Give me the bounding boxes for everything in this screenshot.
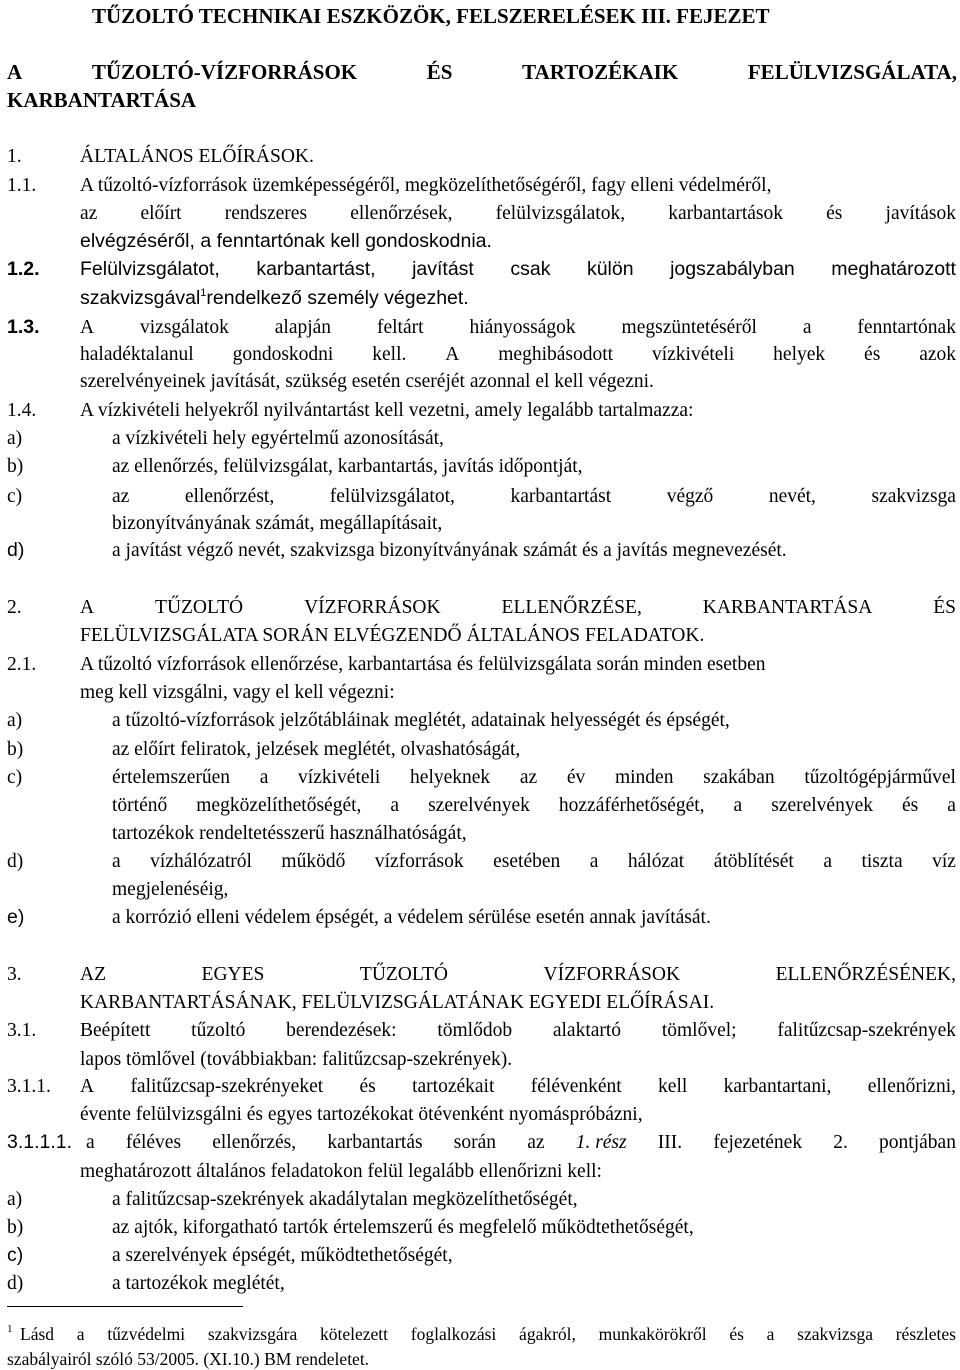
word: és [359,1076,376,1097]
list-1-4-label-c: c) [7,486,23,507]
word: szakvizsgára [207,1324,298,1344]
word: felülvizsgálatok, [495,203,626,224]
footnote-line1 [20,1326,956,1344]
word: vízkivételi [298,767,381,788]
word: a [589,851,599,872]
word: A [80,597,95,618]
word: a [112,851,121,872]
word: ellenőrizni, [867,1076,956,1097]
list-2-1-item-e: a korrózió elleni védelem épségét, a védelem sérülése esetén annak javítását. [112,907,711,928]
word: szakában [703,767,775,788]
word: feltárt [376,317,424,338]
word: 2. [833,1132,848,1153]
word: hiányosságok [469,317,576,338]
word: külön [586,258,634,280]
para-3-1-line2: lapos tömlővel (továbbiakban: falitűzcsap-szekrények). [80,1049,513,1070]
word: ágakról, [519,1324,576,1344]
word: az [80,203,98,224]
word: felülvizsgálatot, [329,486,455,507]
word: a [802,317,812,338]
para-3-1-1-1-number: 3.1.1.1. [7,1131,73,1153]
word: III. [657,1132,683,1153]
list-1-4-item-d: a javítást végző nevét, szakvizsga bizonyítványának számát és a javítás megnevezését. [112,540,787,561]
section-1-number: 1. [7,146,22,167]
list-3-label-c: c) [7,1244,24,1266]
word: a [390,795,400,816]
word: kötelezett [319,1324,389,1344]
word: tűzvédelmi [107,1324,186,1344]
para-1-4-number: 1.4. [7,400,37,421]
para-1-1-line1: A tűzoltó-vízforrások üzemképességéről, megközelíthetőségéről, fagy elleni védelméről, [80,175,772,196]
word: ÉS [933,597,956,618]
word: részletes [895,1324,956,1344]
word: a [86,1132,95,1153]
list-2-1-label-a: a) [7,710,23,731]
para-1-2-number: 1.2. [7,258,40,280]
word: előírt [140,203,182,224]
word: foglalkozási [410,1324,497,1344]
section-3-number: 3. [7,964,22,985]
list-3-label-d: d) [7,1273,24,1294]
word: TŰZOLTÓ [359,964,449,985]
word: a [733,795,743,816]
word: 1. rész [575,1132,627,1153]
word: során [453,1132,497,1153]
word: falitűzcsap-szekrényeket [130,1076,324,1097]
word: EGYES [201,964,265,985]
word: vízforrások [374,851,464,872]
word: a [947,795,956,816]
word: TŰZOLTÓ-VÍZFORRÁSOK [91,60,358,84]
word: szakvizsga [797,1324,873,1344]
footnote-reference-1[interactable]: 1 [200,287,207,299]
section-2-title-line2: FELÜLVIZSGÁLATA SORÁN ELVÉGZENDŐ ÁLTALÁNOS FELADATOK. [80,625,705,646]
word: tűzoltógépjárművel [804,767,956,788]
word: munkakörökről [598,1324,707,1344]
word: minden [614,767,674,788]
word: végző [666,486,714,507]
word: A [80,317,95,338]
list-2-1-item-d-line1 [112,852,956,872]
para-3-1-1-line2: évente felülvizsgálni és egyes tartozékokat ötévenként nyomáspróbázni, [80,1104,643,1125]
word: és [902,795,919,816]
list-2-1-item-a: a tűzoltó-vízforrások jelzőtábláinak meglétét, adatainak helyességét és épségét, [112,710,730,731]
list-2-1-label-c: c) [7,767,23,788]
word: és [864,344,881,365]
word: tömlődob [437,1020,513,1041]
word: karbantartást, [256,258,376,280]
word: jogszabályban [670,258,795,280]
list-2-1-label-d: d) [7,851,24,872]
word: vizsgálatok [140,317,229,338]
word: A [445,344,460,365]
word: a [76,1324,85,1344]
list-1-4-label-b: b) [7,456,24,477]
word: szakvizsga [871,486,956,507]
list-1-4-label-d: d) [7,539,25,561]
word: az [519,767,538,788]
word: karbantartás [327,1132,423,1153]
word: az [527,1132,545,1153]
word: berendezések: [286,1020,397,1041]
word: pontjában [879,1132,956,1153]
word: csak [510,258,551,280]
word: és [826,203,843,224]
list-3-item-d: a tartozékok meglétét, [112,1273,285,1294]
list-1-4-label-a: a) [7,428,23,449]
word: meghatározott [831,258,956,280]
word: KARBANTARTÁSA [702,597,873,618]
list-1-4-item-a: a vízkivételi hely egyértelmű azonosítását, [112,428,444,449]
word: ÉS [426,60,453,84]
word: féléves [125,1132,182,1153]
word: a [766,1324,775,1344]
footnote-separator [7,1306,243,1307]
section-1-title: ÁLTALÁNOS ELŐÍRÁSOK. [80,146,314,167]
footnote-marker [7,1323,13,1344]
word: meghibásodott [498,344,614,365]
footnote-line2: szabályairól szóló 53/2005. (XI.10.) BM rendeletet. [7,1349,370,1369]
word: szerelvények [771,795,873,816]
para-1-3-line2 [80,345,956,365]
para-1-2-text-after: rendelkező személy végezhet. [206,287,469,309]
word: megszüntetéséről [621,317,757,338]
word: a [259,767,269,788]
word: szerelvények [428,795,530,816]
word: kell. [372,344,407,365]
para-1-1-line3: elvégzéséről, a fenntartónak kell gondoskodnia. [80,230,492,252]
word: VÍZFORRÁSOK [304,597,441,618]
word: tartozékait [412,1076,495,1097]
word: hozzáférhetőségét, [558,795,705,816]
footnote-mark: 1 [7,1323,13,1335]
word: esetében [493,851,561,872]
list-2-1-item-d-line2: megjelenéséig, [112,879,229,900]
word: karbantartani, [723,1076,832,1097]
word: Felülvizsgálatot, [80,258,220,280]
word: alaktartó [552,1020,622,1041]
word: fejezetének [713,1132,803,1153]
para-1-1-number: 1.1. [7,175,37,196]
word: ellenőrzés, [212,1132,297,1153]
para-1-4-line1: A vízkivételi helyekről nyilvántartást kell vezetni, amely legalább tartalmazza: [80,400,694,421]
word: ELLENŐRZÉSÉNEK, [775,964,956,985]
word: TŰZOLTÓ [155,597,244,618]
section-2-title-line1 [80,598,956,618]
word: Beépített [80,1020,151,1041]
list-3-item-b: az ajtók, kiforgatható tartók értelemszerű és megfelelő működtethetőségét, [112,1217,694,1238]
word: és [729,1324,744,1344]
para-1-3-line3: szerelvényeinek javítását, szükség esetén cseréjét azonnal el kell végezni. [80,371,654,392]
word: VÍZFORRÁSOK [543,964,681,985]
para-1-2-line1 [80,260,956,280]
word: kell [658,1076,688,1097]
word: ellenőrzést, [184,486,275,507]
word: A [7,60,23,84]
section-3-title-line1 [80,965,956,985]
word: a [823,851,832,872]
para-1-3-number: 1.3. [7,316,40,338]
word: haladéktalanul [80,344,194,365]
para-3-1-number: 3.1. [7,1020,37,1041]
word: vízhálózatról [150,851,252,872]
word: javítást [412,258,474,280]
word: Lásd [20,1324,55,1344]
word: TARTOZÉKAIK [522,60,679,84]
document-subtitle-line1 [7,62,957,83]
list-2-1-label-b: b) [7,739,24,760]
section-3-title-line2: KARBANTARTÁSÁNAK, FELÜLVIZSGÁLATÁNAK EGYEDI ELŐÍRÁSAI. [80,992,715,1013]
word: tiszta [861,851,903,872]
word: fenntartónak [857,317,956,338]
list-1-4-item-b: az ellenőrzés, felülvizsgálat, karbantartás, javítás időpontját, [112,456,583,477]
word: víz [932,851,956,872]
para-2-1-line1: A tűzoltó vízforrások ellenőrzése, karbantartása és felülvizsgálata során minden esetben [80,654,766,675]
list-2-1-item-c-line1 [112,768,956,788]
word: ELLENŐRZÉSE, [501,597,642,618]
word: falitűzcsap-szekrények [777,1020,956,1041]
para-3-1-1-1-line2: meghatározott általános feladatokon felül legalább ellenőrizni kell: [80,1161,602,1182]
word: helyeknek [410,767,491,788]
word: ellenőrzések, [350,203,453,224]
document-title: TŰZOLTÓ TECHNIKAI ESZKÖZÖK, FELSZERELÉSEK III. FEJEZET [92,4,770,28]
list-2-1-item-c-line3: tartozékok rendeltetésszerű használhatóságát, [112,823,467,844]
word: nevét, [768,486,816,507]
list-2-1-label-e: e) [7,906,25,928]
word: történő [112,795,168,816]
word: megközelíthetőségét, [196,795,362,816]
word: rendszeres [224,203,308,224]
para-1-3-line1 [80,318,956,338]
word: átöblítését [713,851,794,872]
para-3-1-1-1-line1 [86,1133,956,1153]
word: azok [919,344,956,365]
list-3-item-c: a szerelvények épségét, működtethetőségét, [112,1245,453,1266]
para-1-2-text-before: szakvizsgával [80,287,201,309]
para-1-2-line2 [80,289,469,309]
word: félévenként [530,1076,622,1097]
word: az [112,486,130,507]
para-3-1-1-line1 [80,1077,956,1097]
word: javítások [885,203,956,224]
section-2-number: 2. [7,597,22,618]
word: helyek [773,344,826,365]
word: értelemszerűen [112,767,231,788]
para-3-1-line1 [80,1021,956,1041]
word: karbantartások [668,203,784,224]
word: FELÜLVIZSGÁLATA, [747,60,957,84]
word: tömlővel; [661,1020,737,1041]
list-2-1-item-b: az előírt feliratok, jelzések meglétét, olvashatóságát, [112,739,521,760]
para-2-1-number: 2.1. [7,654,37,675]
word: karbantartást [510,486,612,507]
word: hálózat [627,851,685,872]
para-2-1-line2: meg kell vizsgálni, vagy el kell végezni: [80,682,395,703]
list-2-1-item-c-line2 [112,796,956,816]
word: működő [281,851,346,872]
word: év [566,767,586,788]
word: tűzoltó [191,1020,246,1041]
list-3-label-a: a) [7,1189,23,1210]
document-subtitle-line2: KARBANTARTÁSA [7,88,197,112]
para-3-1-1-number: 3.1.1. [7,1076,51,1097]
word: A [80,1076,95,1097]
word: alapján [274,317,332,338]
list-1-4-item-c-line1 [112,487,956,507]
para-1-1-line2 [80,204,956,224]
list-3-label-b: b) [7,1217,24,1238]
word: AZ [80,964,106,985]
word: gondoskodni [232,344,334,365]
list-3-item-a: a falitűzcsap-szekrények akadálytalan megközelíthetőségét, [112,1189,578,1210]
list-1-4-item-c-line2: bizonyítványának számát, megállapításait, [112,513,443,534]
word: vízkivételi [651,344,735,365]
